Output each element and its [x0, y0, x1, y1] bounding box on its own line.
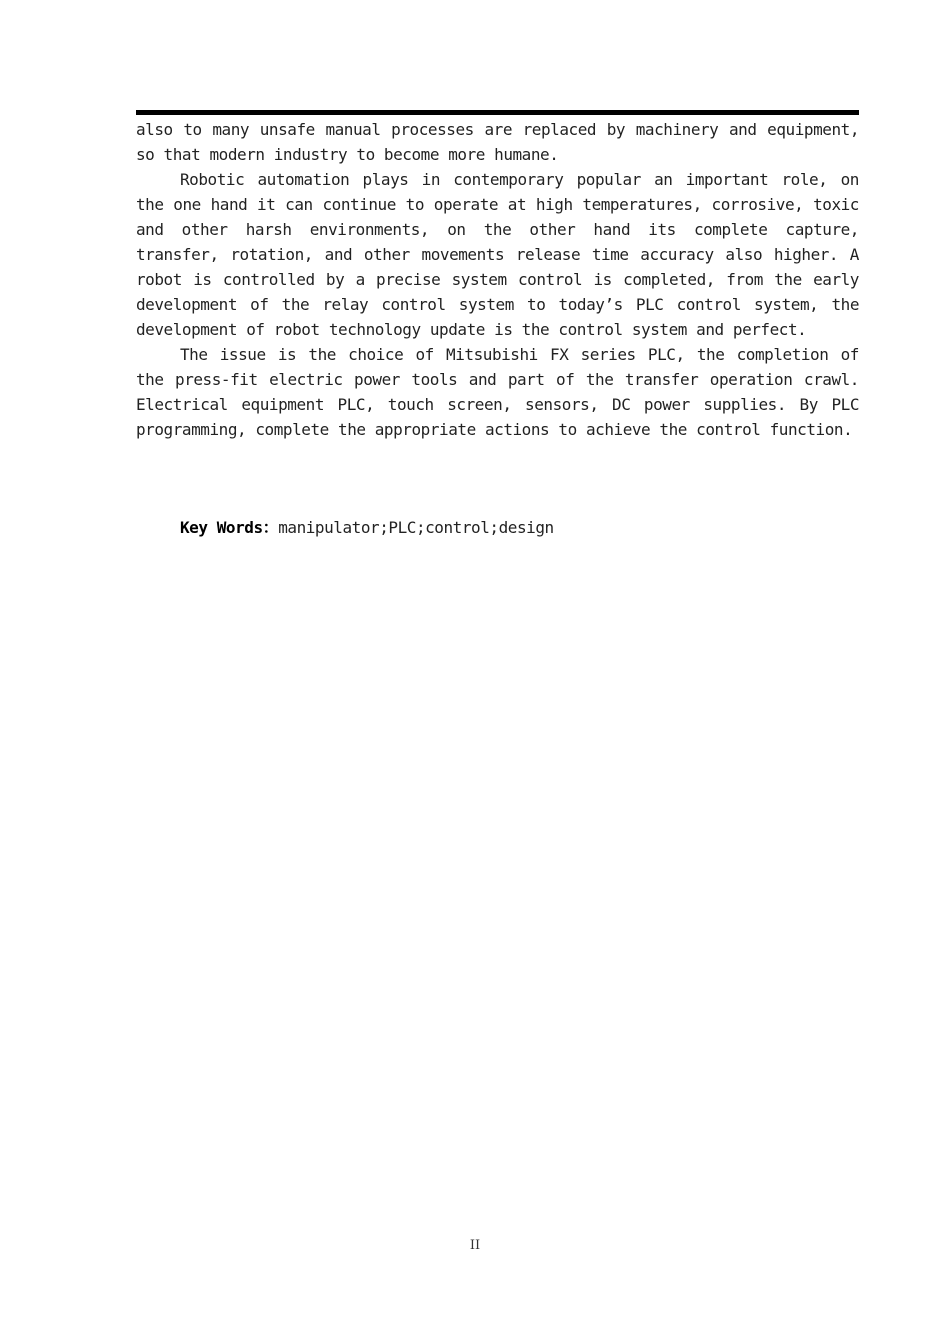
abstract-body	[136, 117, 859, 442]
keywords-line	[180, 515, 554, 540]
paragraph-robotic-automation: Robotic automation plays in contemporary popular an important role, on the one hand it can continue to operate at high temperatures, corrosive, toxic and other harsh environments, on the other hand its complete capture, transfer, rotation, and other movements release time accuracy also higher. A robot is controlled by a precise system control is completed, from the early development of the relay control system to today’s PLC control system, the development of robot technology update is the control system and perfect.	[136, 170, 859, 339]
keywords-label: Key Words：	[180, 518, 279, 537]
header-rule	[136, 110, 859, 115]
page-number: II	[469, 1238, 481, 1253]
paragraph-continuation: also to many unsafe manual processes are replaced by machinery and equipment, so that modern industry to become more humane.	[136, 120, 859, 164]
keywords-value: manipulator;PLC;control;design	[278, 518, 554, 537]
paragraph-plc-choice: The issue is the choice of Mitsubishi FX series PLC, the completion of the press-fit electric power tools and part of the transfer operation crawl. Electrical equipment PLC, touch screen, sensors, DC power supplies. By PLC programming, complete the appropriate actions to achieve the control function.	[136, 345, 859, 439]
